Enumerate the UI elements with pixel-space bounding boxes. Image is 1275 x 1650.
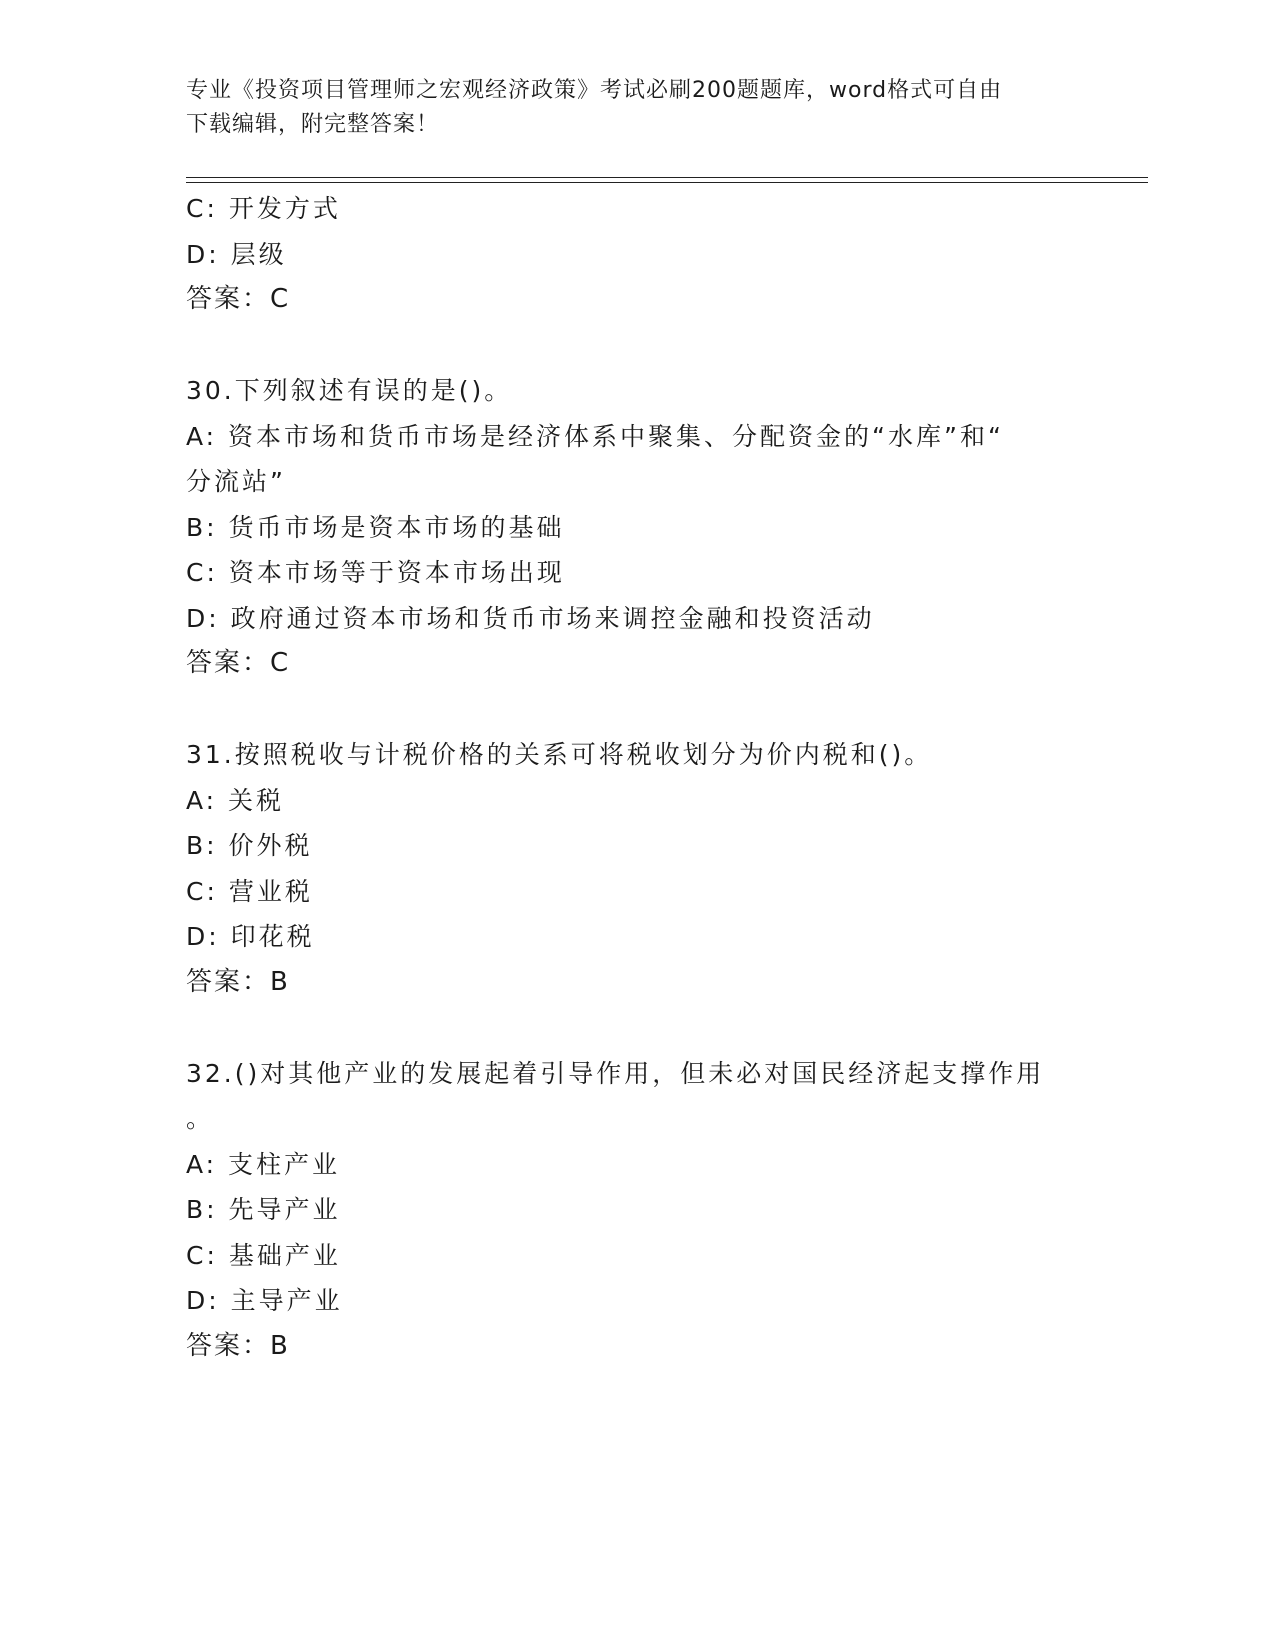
answer: 答案：B [186, 1330, 290, 1361]
answer: 答案：B [186, 966, 290, 997]
question-stem: 31.按照税收与计税价格的关系可将税收划分为价内税和()。 [186, 740, 933, 769]
question-stem: 30.下列叙述有误的是()。 [186, 376, 513, 405]
option-c: C: 基础产业 [186, 1240, 341, 1270]
option-b: B: 货币市场是资本市场的基础 [186, 512, 565, 542]
option-a: A: 支柱产业 [186, 1149, 341, 1179]
option-a: A: 关税 [186, 785, 285, 815]
question-32 [186, 1051, 1086, 1370]
question-31 [186, 732, 1086, 1005]
question-stem-continued: 。 [186, 1104, 215, 1133]
question-30 [186, 368, 1086, 687]
option-a: A: 资本市场和货币市场是经济体系中聚集、分配资金的“水库”和“ [186, 421, 1004, 451]
header-title-line-1: 专业《投资项目管理师之宏观经济政策》考试必刷200题题库，word格式可自由 [186, 78, 1003, 103]
option-d: D: 主导产业 [186, 1286, 343, 1315]
option-a-continued: 分流站” [186, 467, 286, 496]
header-title-line-2: 下载编辑，附完整答案！ [186, 112, 440, 137]
answer: 答案：C [186, 648, 291, 678]
option-d: D: 层级 [186, 239, 287, 269]
question-stem: 32.()对其他产业的发展起着引导作用，但未必对国民经济起支撑作用 [186, 1058, 1045, 1088]
header-divider-top [186, 177, 1148, 178]
option-b: B: 价外税 [186, 831, 313, 860]
option-d: D: 政府通过资本市场和货币市场来调控金融和投资活动 [186, 603, 875, 633]
option-b: B: 先导产业 [186, 1195, 341, 1224]
option-d: D: 印花税 [186, 922, 315, 951]
header-divider-bottom [186, 182, 1148, 183]
prev-question-block [186, 186, 1086, 323]
document-header [186, 74, 1066, 142]
option-c: C: 营业税 [186, 876, 313, 906]
question-content [186, 186, 1086, 1369]
option-c: C: 开发方式 [186, 194, 341, 223]
option-c: C: 资本市场等于资本市场出现 [186, 558, 565, 587]
answer: 答案：C [186, 284, 291, 314]
